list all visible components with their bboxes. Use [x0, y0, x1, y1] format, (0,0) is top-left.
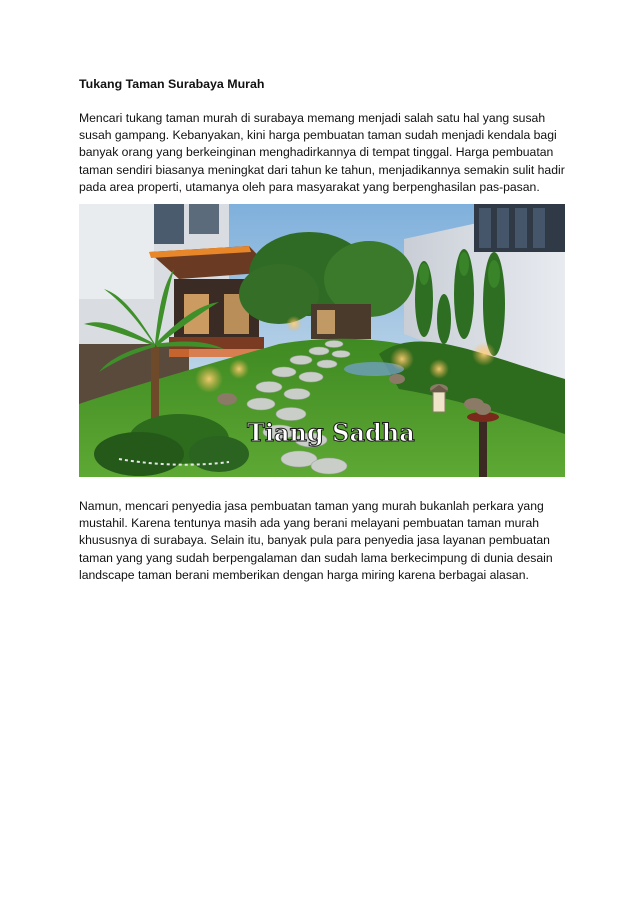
photo-watermark: Tiang Sadha	[247, 418, 415, 447]
article-title: Tukang Taman Surabaya Murah	[79, 77, 265, 91]
garden-photo	[79, 204, 565, 477]
article-paragraph-1: Mencari tukang taman murah di surabaya memang menjadi salah satu hal yang susah susah gampang. Kebanyakan, kini harga pembuatan taman sudah menjadi kendala bagi banyak orang yang berkeinginan menghadirkannya di tempat tinggal. Harga pembuatan taman sendiri biasanya meningkat dari tahun ke tahun, menjadikannya semakin sulit hadir pada area properti, utamanya oleh para masyarakat yang berpenghasilan pas-pasan.	[79, 111, 565, 194]
garden-illustration	[79, 204, 565, 477]
article-paragraph-2: Namun, mencari penyedia jasa pembuatan taman yang murah bukanlah perkara yang mustahil. Karena tentunya masih ada yang berani melayani pembuatan taman murah khususnya di surabaya. Selain itu, banyak pula para penyedia jasa layanan pembuatan taman yang yang sudah berpengalaman dan sudah lama berkecimpung di dunia desain landscape taman berani memberikan dengan harga miring karena berbagai alasan.	[79, 499, 553, 582]
